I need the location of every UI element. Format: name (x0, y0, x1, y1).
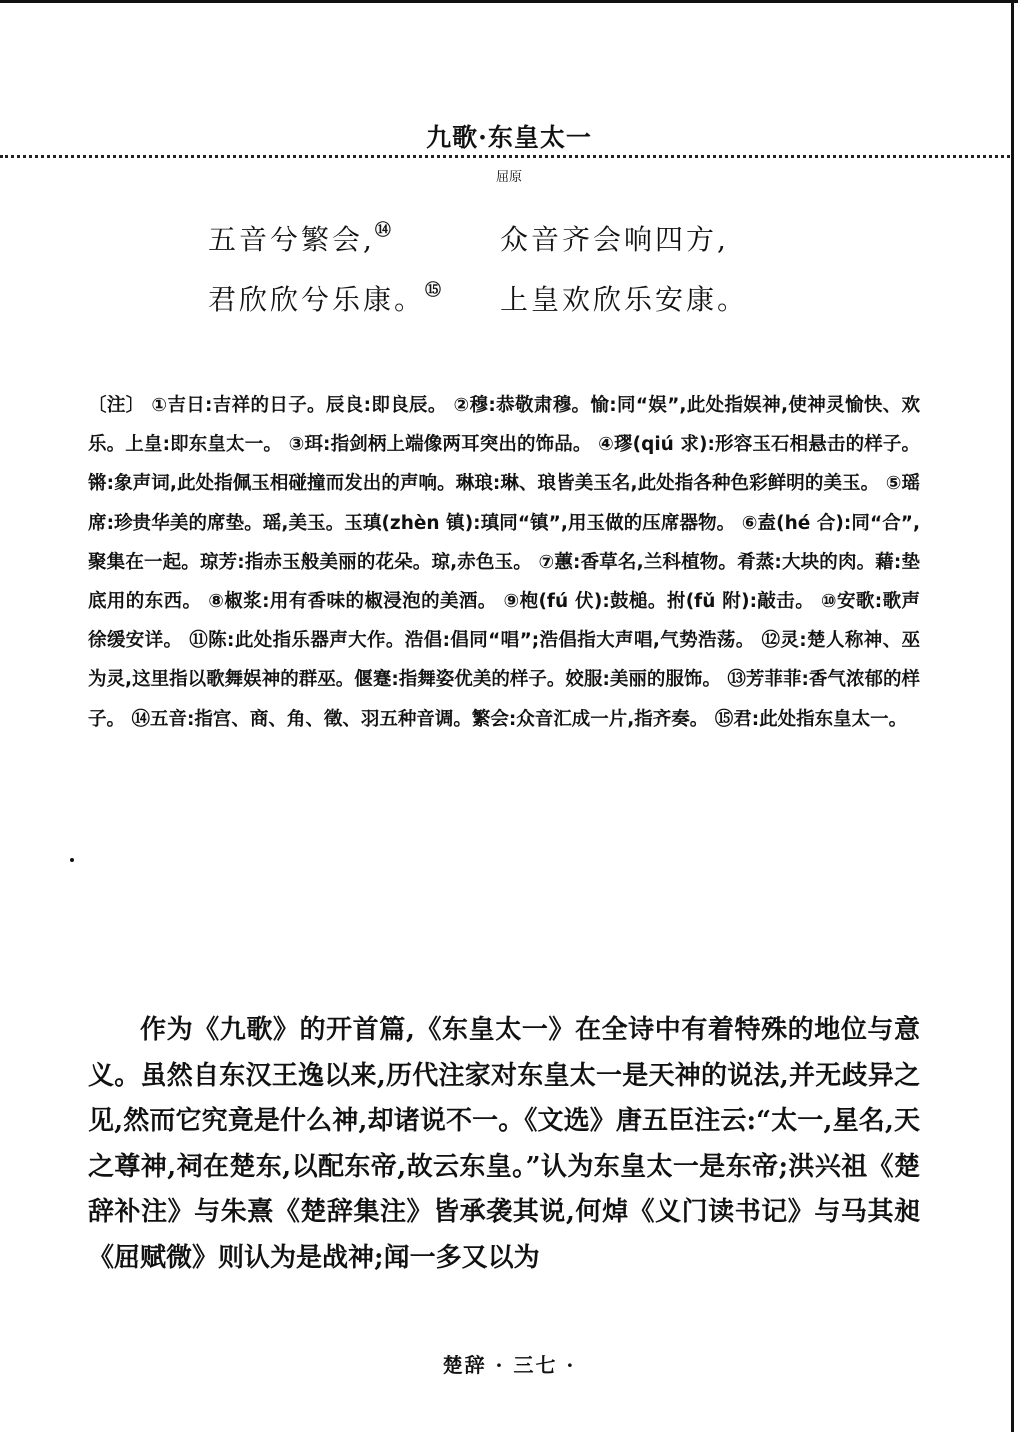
dotted-divider (0, 155, 1010, 158)
page-footer: 楚辞 · 三七 · (442, 1353, 576, 1377)
poem-line-2-right: 上皇欢欣乐安康。 (500, 283, 749, 316)
annotation-notes: 〔注〕 ①吉日:吉祥的日子。辰良:即良辰。 ②穆:恭敬肃穆。愉:同“娱”,此处指娱神,使神灵愉快、欢乐。上皇:即东皇太一。 ③珥:指剑柄上端像两耳突出的饰品。 ④璆(qiú 求):形容玉石相悬击的样子。锵:象声词,此处指佩玉相碰撞而发出的声响。琳琅:琳、琅皆美玉名,此处指各种色彩鲜明的美玉。 ⑤瑶席:珍贵华美的席垫。瑶,美玉。玉瑱(zhèn 镇):瑱同“镇”,用玉做的压席器物。 ⑥盍(hé 合):同“合”,聚集在一起。琼芳:指赤玉般美丽的花朵。琼,赤色玉。 ⑦蕙:香草名,兰科植物。肴蒸:大块的肉。藉:垫底用的东西。 ⑧椒浆:用有香味的椒浸泡的美酒。 ⑨枹(fú 伏):鼓槌。拊(fǔ 附):敲击。 ⑩安歌:歌声徐缓安详。 ⑪陈:此处指乐器声大作。浩倡:倡同“唱”;浩倡指大声唱,气势浩荡。 ⑫灵:楚人称神、巫为灵,这里指以歌舞娱神的群巫。偃蹇:指舞姿优美的样子。姣服:美丽的服饰。 ⑬芳菲菲:香气浓郁的样子。 ⑭五音:指宫、商、角、徵、羽五种音调。繁会:众音汇成一片,指齐奏。 ⑮君:此处指东皇太一。 (88, 395, 920, 730)
poem-line-2-left-text: 君欣欣兮乐康。 (208, 283, 426, 316)
note-marker-15: ⑮ (425, 279, 445, 299)
poem-line-2-left (208, 278, 444, 318)
page-title: 九歌·东皇太一 (426, 123, 592, 152)
scan-speck (70, 858, 74, 862)
note-marker-14: ⑭ (374, 219, 394, 239)
poem-line-1-right: 众音齐会响四方, (500, 223, 729, 256)
poem-line-1-left-text: 五音兮繁会, (208, 223, 375, 256)
page-top-edge (0, 0, 1018, 3)
page-right-edge (1011, 0, 1014, 1432)
author-name: 屈原 (495, 170, 522, 185)
poem-line-1-left (208, 218, 394, 258)
commentary-paragraph: 作为《九歌》的开首篇,《东皇太一》在全诗中有着特殊的地位与意义。虽然自东汉王逸以来,历代注家对东皇太一是天神的说法,并无歧异之见,然而它究竟是什么神,却诸说不一。《文选》唐五臣注云:“太一,星名,天之尊神,祠在楚东,以配东帝,故云东皇。”认为东皇太一是东帝;洪兴祖《楚辞补注》与朱熹《楚辞集注》皆承袭其说,何焯《义门读书记》与马其昶《屈赋微》则认为是战神;闻一多又以为 (88, 1015, 920, 1273)
